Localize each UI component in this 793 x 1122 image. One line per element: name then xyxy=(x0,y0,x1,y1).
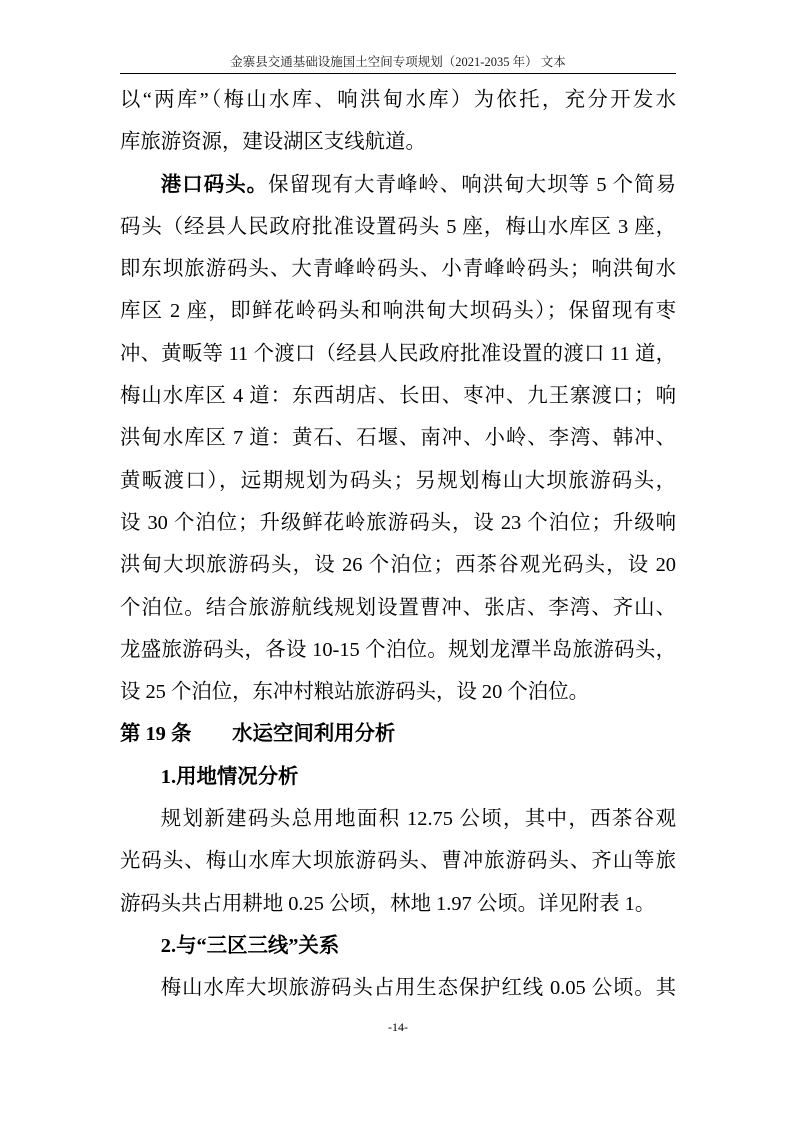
section-heading-land-use: 1.用地情况分析 xyxy=(160,765,299,788)
text-line: 库旅游资源，建设湖区支线航道。 xyxy=(120,131,426,154)
text-line: 洪甸大坝旅游码头，设 26 个泊位；西茶谷观光码头，设 20 xyxy=(120,554,676,577)
page-number: -14- xyxy=(388,1020,408,1034)
paragraph-land-use xyxy=(120,798,676,925)
paragraph-three-zones xyxy=(120,967,676,1009)
paragraph-two-reservoirs xyxy=(120,79,676,164)
lead-term: 港口码头。 xyxy=(160,173,269,196)
article-title: 水运空间利用分析 xyxy=(232,723,396,746)
text-line: 即东坝旅游码头、大青峰岭码头、小青峰岭码头；响洪甸水 xyxy=(120,258,676,281)
text-line: 梅山水库大坝旅游码头占用生态保护红线 0.05 公顷。其 xyxy=(160,977,676,1000)
text-line: 梅山水库区 4 道：东西胡店、长田、枣冲、九王寨渡口；响 xyxy=(120,385,676,408)
article-heading xyxy=(120,713,676,755)
text-line: 龙盛旅游码头，各设 10-15 个泊位。规划龙潭半岛旅游码头， xyxy=(120,638,676,661)
section-heading-three-zones: 2.与“三区三线”关系 xyxy=(160,934,340,957)
text-line: 库区 2 座，即鲜花岭码头和响洪甸大坝码头）；保留现有枣 xyxy=(120,300,676,323)
text-line: 冲、黄畈等 11 个渡口（经县人民政府批准设置的渡口 11 道， xyxy=(120,342,676,365)
text-line: 光码头、梅山水库大坝旅游码头、曹冲旅游码头、齐山等旅 xyxy=(120,850,676,873)
text-line: 以“两库”（梅山水库、响洪甸水库）为依托，充分开发水 xyxy=(120,89,676,111)
text-line xyxy=(120,164,676,206)
text-line: 游码头共占用耕地 0.25 公顷，林地 1.97 公顷。详见附表 1。 xyxy=(120,892,656,915)
header-rule xyxy=(120,73,676,74)
text-line: 设 30 个泊位；升级鲜花岭旅游码头，设 23 个泊位；升级响 xyxy=(120,511,676,534)
paragraph-ports-docks xyxy=(120,164,676,714)
running-header: 金寨县交通基础设施国土空间专项规划（2021-2035 年） 文本 xyxy=(230,55,566,69)
text-line: 码头（经县人民政府批准设置码头 5 座，梅山水库区 3 座， xyxy=(120,215,676,238)
text-line: 规划新建码头总用地面积 12.75 公顷，其中，西茶谷观 xyxy=(160,808,676,831)
article-number: 第 19 条 xyxy=(120,723,192,746)
text-line: 个泊位。结合旅游航线规划设置曹冲、张店、李湾、齐山、 xyxy=(120,596,676,619)
body-text xyxy=(120,79,676,1010)
text-line: 洪甸水库区 7 道：黄石、石堰、南冲、小岭、李湾、韩冲、 xyxy=(120,427,676,450)
text-span: 保留现有大青峰岭、响洪甸大坝等 5 个简易 xyxy=(268,173,677,196)
text-line: 设 25 个泊位，东冲村粮站旅游码头，设 20 个泊位。 xyxy=(120,681,589,704)
text-line: 黄畈渡口），远期规划为码头；另规划梅山大坝旅游码头， xyxy=(120,469,676,492)
